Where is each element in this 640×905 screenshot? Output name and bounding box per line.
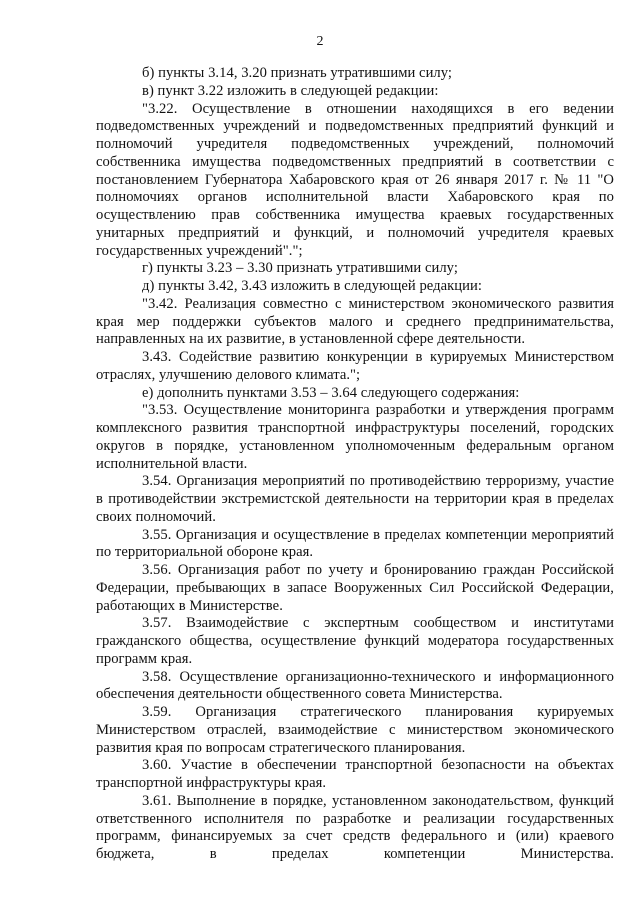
paragraph-3-56: 3.56. Организация работ по учету и бронированию граждан Российской Федерации, пребывающих в запасе Вооруженных Сил Российской Федерации, работающих в Министерстве.	[96, 562, 614, 614]
paragraph-3-54: 3.54. Организация мероприятий по противодействию терроризму, участие в противодействии экстремистской деятельности на территории края в пределах своих полномочий.	[96, 473, 614, 525]
paragraph-b: б) пункты 3.14, 3.20 признать утратившими силу;	[142, 65, 453, 81]
paragraph-3-59: 3.59. Организация стратегического планирования курируемых Министерством отраслей, взаимодействие с министерством экономического развития края по вопросам стратегического планирования.	[96, 704, 614, 756]
paragraph-3-53: "3.53. Осуществление мониторинга разработки и утверждения программ комплексного развития транспортной инфраструктуры поселений, городских округов в порядке, установленном уполномоченным федеральным органом исполнительной власти.	[96, 402, 614, 472]
paragraph-3-57: 3.57. Взаимодействие с экспертным сообществом и институтами гражданского общества, осуществление функций модератора государственных программ края.	[96, 615, 614, 667]
paragraph-3-42: "3.42. Реализация совместно с министерством экономического развития края мер поддержки субъектов малого и среднего предпринимательства, направленных на их развитие, в установленной сфере деятельности.	[96, 295, 614, 348]
paragraph-3-55: 3.55. Организация и осуществление в пределах компетенции мероприятий по территориальной обороне края.	[96, 526, 614, 561]
paragraph-3-61: 3.61. Выполнение в порядке, установленном законодательством, функций ответственного исполнителя по разработке и реализации государственных программ, финансируемых за счет средств федерального и (или) краевого бюджета, в пределах компетенции Министерства.	[96, 792, 614, 862]
paragraph-v: в) пункт 3.22 изложить в следующей редакции:	[142, 82, 439, 99]
paragraph-g: г) пункты 3.23 – 3.30 признать утратившими силу;	[142, 260, 458, 277]
document-body	[96, 65, 614, 864]
paragraph-3-22: "3.22. Осуществление в отношении находящихся в его ведении подведомственных учреждений и подведомственных предприятий функций и полномочий учредителя подведомственных учреждений, полномочий собственника имущества подведомственных предприятий в соответствии с постановлением Губернатора Хабаровского края от 26 января 2017 г. № 11 "О полномочиях органов исполнительной власти Хабаровского края по осуществлению прав собственника имущества краевых государственных унитарных предприятий и функций, и полномочий учредителя краевых государственных учреждений".";	[96, 100, 614, 259]
paragraph-e: е) дополнить пунктами 3.53 – 3.64 следующего содержания:	[142, 384, 520, 401]
paragraph-3-58: 3.58. Осуществление организационно-технического и информационного обеспечения деятельности общественного совета Министерства.	[96, 668, 614, 703]
paragraph-3-60: 3.60. Участие в обеспечении транспортной безопасности на объектах транспортной инфраструктуры края.	[96, 757, 614, 791]
paragraph-d: д) пункты 3.42, 3.43 изложить в следующей редакции:	[142, 278, 482, 294]
page-number: 2	[316, 34, 324, 49]
paragraph-3-43: 3.43. Содействие развитию конкуренции в курируемых Министерством отраслях, улучшению делового климата.";	[96, 349, 614, 383]
